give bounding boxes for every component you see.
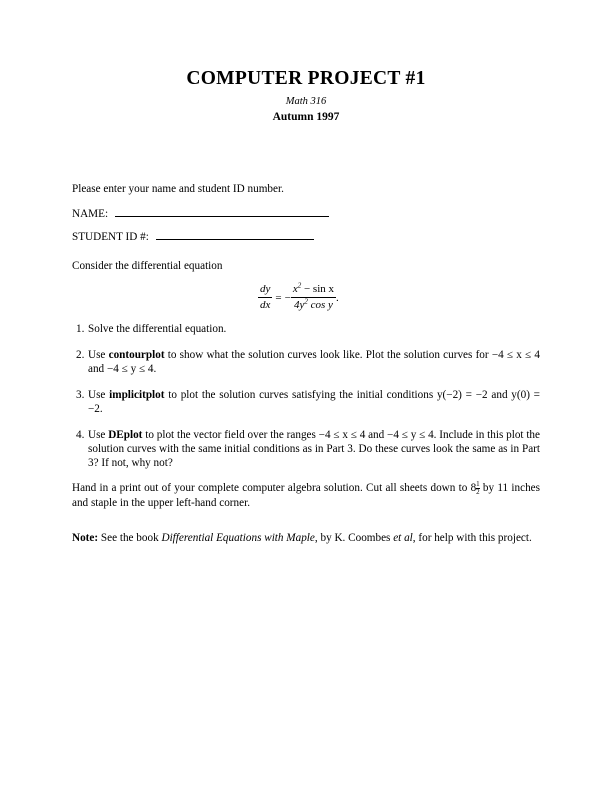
command-deplot: DEplot	[108, 429, 143, 441]
student-id-input-line[interactable]	[156, 230, 314, 240]
student-id-field[interactable]	[72, 230, 314, 244]
name-field[interactable]	[72, 207, 329, 221]
handin-paragraph: Hand in a print out of your complete computer algebra solution. Cut all sheets down to 8 $\frac{1}{2}$ by 11 inches and staple in the upper left-hand corner.	[72, 480, 540, 509]
task-list	[72, 322, 540, 470]
command-contourplot: contourplot	[108, 349, 165, 361]
course-name: Math 316	[285, 96, 327, 107]
note-paragraph: Note: See the book Differential Equations with Maple, by K. Coombes et al, for help with this project.	[72, 532, 532, 544]
page-title: COMPUTER PROJECT #1	[186, 68, 426, 89]
lhs-fraction: $\frac{dy}{dx}$	[260, 283, 271, 311]
rhs-fraction: $\frac{x^2 - \sin x}{4y^2 \cos y}$	[292, 281, 335, 311]
consider-text: Consider the differential equation	[72, 260, 223, 272]
student-id-label: STUDENT ID #:	[72, 231, 149, 243]
term: Autumn 1997	[272, 111, 340, 123]
differential-equation: $\frac{dy}{dx}$ = − $\frac{x^2 - \sin x}{4y^2 \cos y}$ .	[260, 281, 339, 311]
instruction-text: Please enter your name and student ID number.	[72, 183, 284, 195]
task-item-3: 3. Use implicitplot to plot the solution curves satisfying the initial conditions y(−2) = −2 and y(0) = −2.	[76, 389, 540, 415]
task-item-4: 4. Use DEplot to plot the vector field over the ranges −4 ≤ x ≤ 4 and −4 ≤ y ≤ 4. Include in this plot the solution curves with the same initial conditions as in Part 3. Do these curves look the same as in Part 3? If not, why not?	[76, 429, 540, 469]
fraction-one-half: $\frac{1}{2}$	[476, 480, 480, 496]
equals-sign: =	[275, 291, 282, 304]
minus-sign: −	[284, 291, 291, 304]
task-item-2: 2. Use contourplot to show what the solution curves look like. Plot the solution curves for −4 ≤ x ≤ 4 and −4 ≤ y ≤ 4.	[76, 349, 540, 375]
note-label: Note:	[72, 532, 99, 544]
name-label: NAME:	[72, 208, 109, 220]
command-implicitplot: implicitplot	[109, 389, 165, 401]
book-title: Differential Equations with Maple	[161, 532, 315, 544]
task-item-1: 1. Solve the differential equation.	[76, 323, 227, 335]
name-input-line[interactable]	[115, 207, 329, 217]
